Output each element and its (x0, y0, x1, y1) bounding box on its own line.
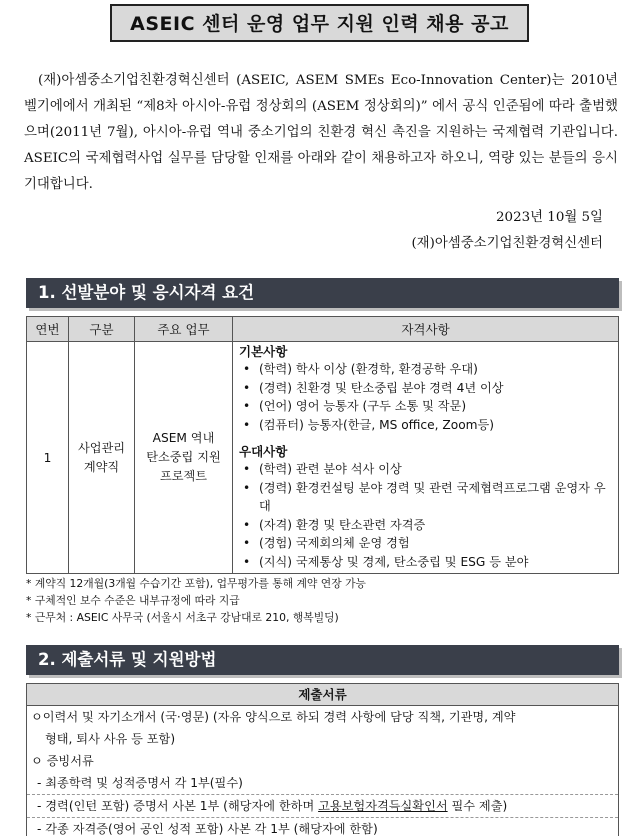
footnote: * 구체적인 보수 수준은 내부규정에 따라 지급 (26, 594, 240, 607)
announcement-date: 2023년 10월 5일 (496, 210, 603, 225)
employment-insurance-doc: 고용보험자격득실확인서 (318, 799, 448, 813)
doc-line: - 각종 자격증(영어 공인 성적 포함) 사본 각 1부 (해당자에 한함) (27, 817, 618, 836)
footnote: * 근무처 : ASEIC 사무국 (서울시 서초구 강남대로 210, 행복빌딩) (26, 611, 339, 624)
doc-line: ㅇ 증빙서류 (31, 754, 94, 768)
preferred-qualifications-list (239, 460, 614, 571)
col-header-task: 주요 업무 (135, 317, 233, 342)
task-line: 탄소중립 지원 (146, 450, 221, 464)
task-line: ASEM 역내 (152, 431, 215, 445)
col-header-qualification: 자격사항 (233, 317, 619, 342)
col-header-no: 연번 (27, 317, 69, 342)
documents-box (26, 683, 619, 836)
doc-line-text: 필수 제출) (447, 799, 508, 813)
col-header-category: 구분 (69, 317, 135, 342)
doc-line: 형태, 퇴사 사유 등 포함) (45, 732, 176, 746)
section-2-header: 2. 제출서류 및 지원방법 (26, 645, 619, 675)
documents-header: 제출서류 (27, 684, 618, 706)
task-line: 프로젝트 (159, 469, 208, 483)
list-item: • (언어) 영어 능통자 (구두 소통 및 작문) (239, 397, 614, 416)
requirements-table (26, 316, 619, 574)
documents-body (27, 706, 618, 836)
intro-paragraph: (재)아셈중소기업친환경혁신센터 (ASEIC, ASEM SMEs Eco-Innovation Center)는 2010년 벨기에에서 개최된 “제8차 아시아-유럽 정상회의 (ASEM 정상회의)” 에서 공식 인준됨에 따라 출범했으며(2011년 7월), 아시아-유럽 역내 중소기업의 친환경 혁신 촉진을 지원하는 국제협력 기관입니다. ASEIC의 국제협력사업 실무를 담당할 인재를 아래와 같이 채용하고자 하오니, 역량 있는 분들의 응시 기대합니다. (24, 73, 618, 192)
preferred-qualifications-title: 우대사항 (239, 444, 288, 459)
basic-requirements-title: 기본사항 (239, 344, 288, 359)
doc-line: - 최종학력 및 성적증명서 각 1부(필수) (37, 776, 243, 790)
footnotes (26, 575, 366, 626)
cell-category (69, 342, 135, 574)
list-item: • (경력) 환경컨설팅 분야 경력 및 관련 국제협력프로그램 운영자 우대 (239, 479, 614, 516)
category-line: 계약직 (83, 459, 120, 474)
doc-line-text: - 경력(인턴 포함) 증명서 사본 1부 (해당자에 한하며 (37, 799, 319, 813)
organization-name: (재)아셈중소기업친환경혁신센터 (411, 236, 603, 251)
footnote: * 계약직 12개월(3개월 수습기간 포함), 업무평가를 통해 계약 연장 가능 (26, 577, 366, 590)
list-item: • (자격) 환경 및 탄소관련 자격증 (239, 516, 614, 535)
table-header-row (27, 317, 619, 342)
list-item: • (지식) 국제통상 및 경제, 탄소중립 및 ESG 등 분야 (239, 553, 614, 572)
title-wrap (0, 4, 639, 42)
section-1-header: 1. 선발분야 및 응시자격 요건 (26, 278, 619, 308)
table-row (27, 342, 619, 574)
cell-no: 1 (27, 342, 69, 574)
doc-line: ㅇ이력서 및 자기소개서 (국·영문) (자유 양식으로 하되 경력 사항에 담당 직책, 기관명, 계약 (31, 710, 516, 724)
doc-line (27, 794, 618, 817)
list-item: • (컴퓨터) 능통자(한글, MS office, Zoom등) (239, 416, 614, 435)
category-line: 사업관리 (77, 440, 126, 455)
cell-qualification (233, 342, 619, 574)
cell-task (135, 342, 233, 574)
page-title: ASEIC 센터 운영 업무 지원 인력 채용 공고 (110, 4, 529, 42)
list-item: • (학력) 학사 이상 (환경학, 환경공학 우대) (239, 360, 614, 379)
list-item: • (학력) 관련 분야 석사 이상 (239, 460, 614, 479)
list-item: • (경력) 친환경 및 탄소중립 분야 경력 4년 이상 (239, 379, 614, 398)
basic-requirements-list (239, 360, 614, 434)
list-item: • (경험) 국제회의체 운영 경험 (239, 534, 614, 553)
